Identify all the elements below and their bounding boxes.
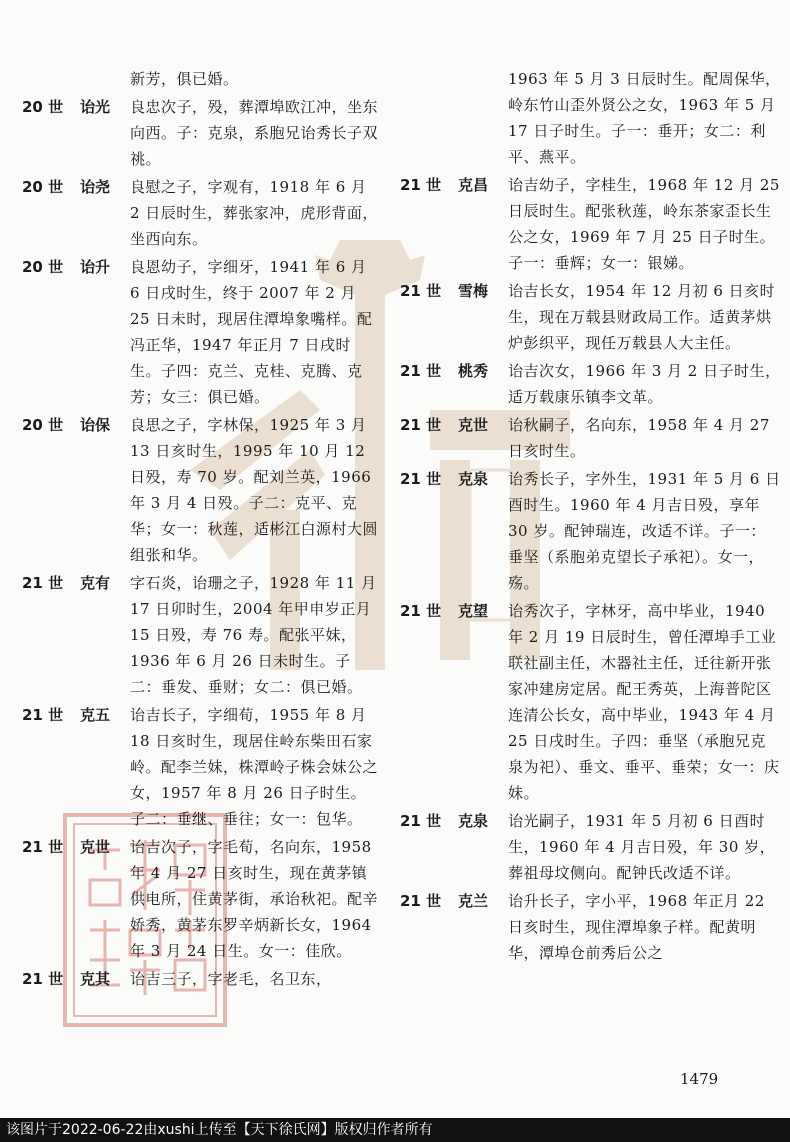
person-name: 诒升 (80, 258, 111, 276)
person-name: 克泉 (458, 812, 489, 830)
generation-label: 21 世 (400, 470, 442, 488)
person-name: 雪梅 (458, 282, 489, 300)
entry-text: 良慰之子，字观有，1918 年 6 月 2 日辰时生，葬张家冲，虎形背面，坐西向东。 (130, 178, 378, 248)
person-name: 克兰 (458, 892, 489, 910)
continued-text: 1963 年 5 月 3 日辰时生。配周保华，岭东竹山歪外贤公之女，1963 年 5 月 17 日子时生。子一：垂开；女二：利平、燕平。 (508, 70, 781, 166)
list-item (18, 834, 378, 964)
person-name: 克昌 (458, 176, 489, 194)
generation-label: 21 世 (22, 574, 64, 592)
generation-label: 21 世 (22, 838, 64, 856)
generation-label: 21 世 (400, 602, 442, 620)
generation-label: 21 世 (22, 970, 64, 988)
right-column (396, 66, 781, 968)
list-item (18, 254, 378, 410)
generation-label: 20 世 (22, 416, 64, 434)
generation-label: 21 世 (400, 416, 442, 434)
list-item (18, 412, 378, 568)
generation-label: 21 世 (22, 706, 64, 724)
person-name: 克望 (458, 602, 489, 620)
entry-text: 诒秀长子，字外生，1931 年 5 月 6 日酉时生。1960 年 4 月吉日殁，享年 30 岁。配钟瑞连，改适不详。子一：垂坚（系胞弟克望长子承祀）。女一，殇。 (508, 470, 781, 592)
list-item (396, 808, 781, 886)
list-item (18, 570, 378, 700)
entry-text: 诒光嗣子，1931 年 5 月初 6 日酉时生，1960 年 4 月吉日殁，年 30 岁，葬祖母坟侧向。配钟氏改适不详。 (508, 812, 776, 882)
entry-text: 诒秋嗣子，名向东，1958 年 4 月 27 日亥时生。 (508, 416, 770, 460)
entry-text: 良忠次子，殁，葬潭埠欧江冲，坐东向西。子：克泉，系胞兄诒秀长子双祧。 (130, 98, 379, 168)
generation-label: 21 世 (400, 176, 442, 194)
person-name: 诒保 (80, 416, 111, 434)
generation-label: 21 世 (400, 892, 442, 910)
entry-text: 诒吉次子，字毛荀，名向东，1958 年 4 月 27 日亥时生，现在黄茅镇供电所，住黄茅街，承诒秋祀。配辛娇秀，黄茅东罗辛炳新长女，1964 年 3 月 24 日生。女一：佳欣。 (130, 838, 379, 960)
entry-text: 诒吉长女，1954 年 12 月初 6 日亥时生，现在万载县财政局工作。适黄茅烘炉彭织平，现任万载县人大主任。 (508, 282, 776, 352)
list-item (396, 466, 781, 596)
person-name: 克有 (80, 574, 111, 592)
copyright-footer: 该图片于2022-06-22由xushi上传至【天下徐氏网】版权归作者所有 (0, 1118, 790, 1142)
list-item (396, 358, 781, 410)
entry-text: 诒秀次子，字林牙，高中毕业，1940 年 2 月 19 日辰时生，曾任潭埠手工业联社副主任，木器社主任，迁往新开张家冲建房定居。配王秀英，上海普陀区连清公长女，高中毕业，1943 年 4 月 25 日戌时生。子四：垂坚（承胞兄克泉为祀）、垂文、垂平、垂荣；女一：庆妹。 (508, 602, 780, 802)
list-item (18, 94, 378, 172)
entry-text: 诒吉次女，1966 年 3 月 2 日子时生，适万载康乐镇李文革。 (508, 362, 781, 406)
list-item (396, 412, 781, 464)
person-name: 克泉 (458, 470, 489, 488)
entry-text: 诒吉长子，字细荀，1955 年 8 月 18 日亥时生，现居住岭东柴田石家岭。配李兰妹，株潭岭子株会妹公之女，1957 年 8 月 26 日子时生。子二：垂继、垂往；女一：包华。 (130, 706, 379, 828)
person-name: 克世 (458, 416, 489, 434)
left-column (18, 66, 378, 994)
person-name: 克五 (80, 706, 111, 724)
entry-text: 诒升长子，字小平，1968 年正月 22 日亥时生，现住潭埠象子样。配黄明华，潭埠仓前秀后公之 (508, 892, 765, 962)
entry-text: 良思之子，字林保，1925 年 3 月 13 日亥时生，1995 年 10 月 12 日殁，寿 70 岁。配刘兰英，1966 年 3 月 4 日殁。子二：克平、克华；女一：秋莲，适彬江白源村大圆组张和华。 (130, 416, 379, 564)
generation-label: 21 世 (400, 362, 442, 380)
page-number: 1479 (680, 1070, 719, 1088)
person-name: 诒光 (80, 98, 111, 116)
generation-label: 21 世 (400, 812, 442, 830)
entry-text: 诒吉三子，字老毛，名卫东， (130, 970, 332, 988)
list-item (396, 278, 781, 356)
generation-label: 21 世 (400, 282, 442, 300)
list-item (18, 966, 378, 992)
entry-text: 字石炎，诒珊之子，1928 年 11 月 17 日卯时生，2004 年甲申岁正月 15 日殁，寿 76 寿。配张平妹，1936 年 6 月 26 日未时生。子二：垂发、垂财；女二：俱已婚。 (130, 574, 377, 696)
person-name: 克其 (80, 970, 111, 988)
person-name: 克世 (80, 838, 111, 856)
list-item (396, 598, 781, 806)
continued-text: 新芳，俱已婚。 (130, 70, 239, 88)
list-item (18, 702, 378, 832)
generation-label: 20 世 (22, 178, 64, 196)
person-name: 桃秀 (458, 362, 489, 380)
person-name: 诒尧 (80, 178, 111, 196)
list-item (396, 888, 781, 966)
entry-text: 诒吉幼子，字桂生，1968 年 12 月 25 日辰时生。配张秋莲，岭东茶家歪长生公之女，1969 年 7 月 25 日子时生。子一：垂辉；女一：银娣。 (508, 176, 780, 272)
list-item (396, 172, 781, 276)
list-item (18, 174, 378, 252)
generation-label: 20 世 (22, 258, 64, 276)
generation-label: 20 世 (22, 98, 64, 116)
entry-text: 良恩幼子，字细牙，1941 年 6 月 6 日戌时生，终于 2007 年 2 月 25 日未时，现居住潭埠象嘴样。配冯正华，1947 年正月 7 日戌时生。子四：克兰、克桂、克腾、克芳；女三：俱已婚。 (130, 258, 373, 406)
